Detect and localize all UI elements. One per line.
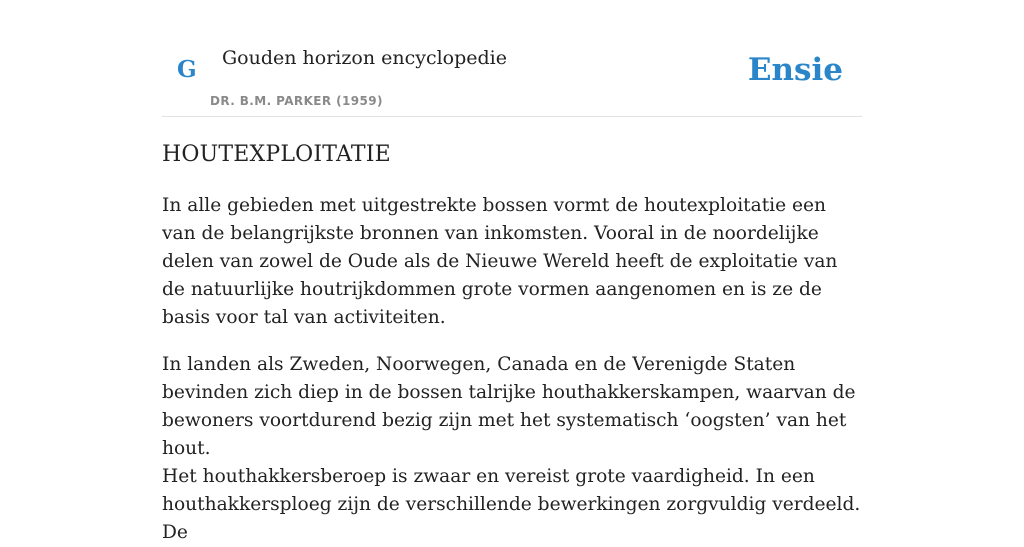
article-page	[162, 0, 862, 543]
article-paragraph: Het houthakkersberoep is zwaar en vereist grote vaardigheid. In een houthakkersploeg zijn de verschillende bewerkingen zorgvuldig verdeeld. De	[162, 466, 861, 543]
source-author: DR. B.M. PARKER (1959)	[210, 94, 383, 108]
brand-logo[interactable]: Ensie	[747, 52, 843, 88]
source-header	[162, 0, 862, 117]
source-logo-icon[interactable]: G	[177, 56, 197, 83]
source-title[interactable]: Gouden horizon encyclopedie	[222, 47, 507, 69]
article-paragraph: In alle gebieden met uitgestrekte bossen vormt de houtexploitatie een van de belangrijkste bronnen van inkomsten. Vooral in de noordelijke delen van zowel de Oude als de Nieuwe Wereld heeft de exploitatie van de natuurlijke houtrijkdommen grote vormen aangenomen en is ze de basis voor tal van activiteiten.	[162, 195, 838, 328]
page-title: HOUTEXPLOITATIE	[162, 142, 391, 167]
article-paragraph: In landen als Zweden, Noorwegen, Canada en de Verenigde Staten bevinden zich diep in de bossen talrijke houthakkerskampen, waarvan de bewoners voortdurend bezig zijn met het systematisch ‘oogsten’ van het hout.	[162, 354, 856, 459]
